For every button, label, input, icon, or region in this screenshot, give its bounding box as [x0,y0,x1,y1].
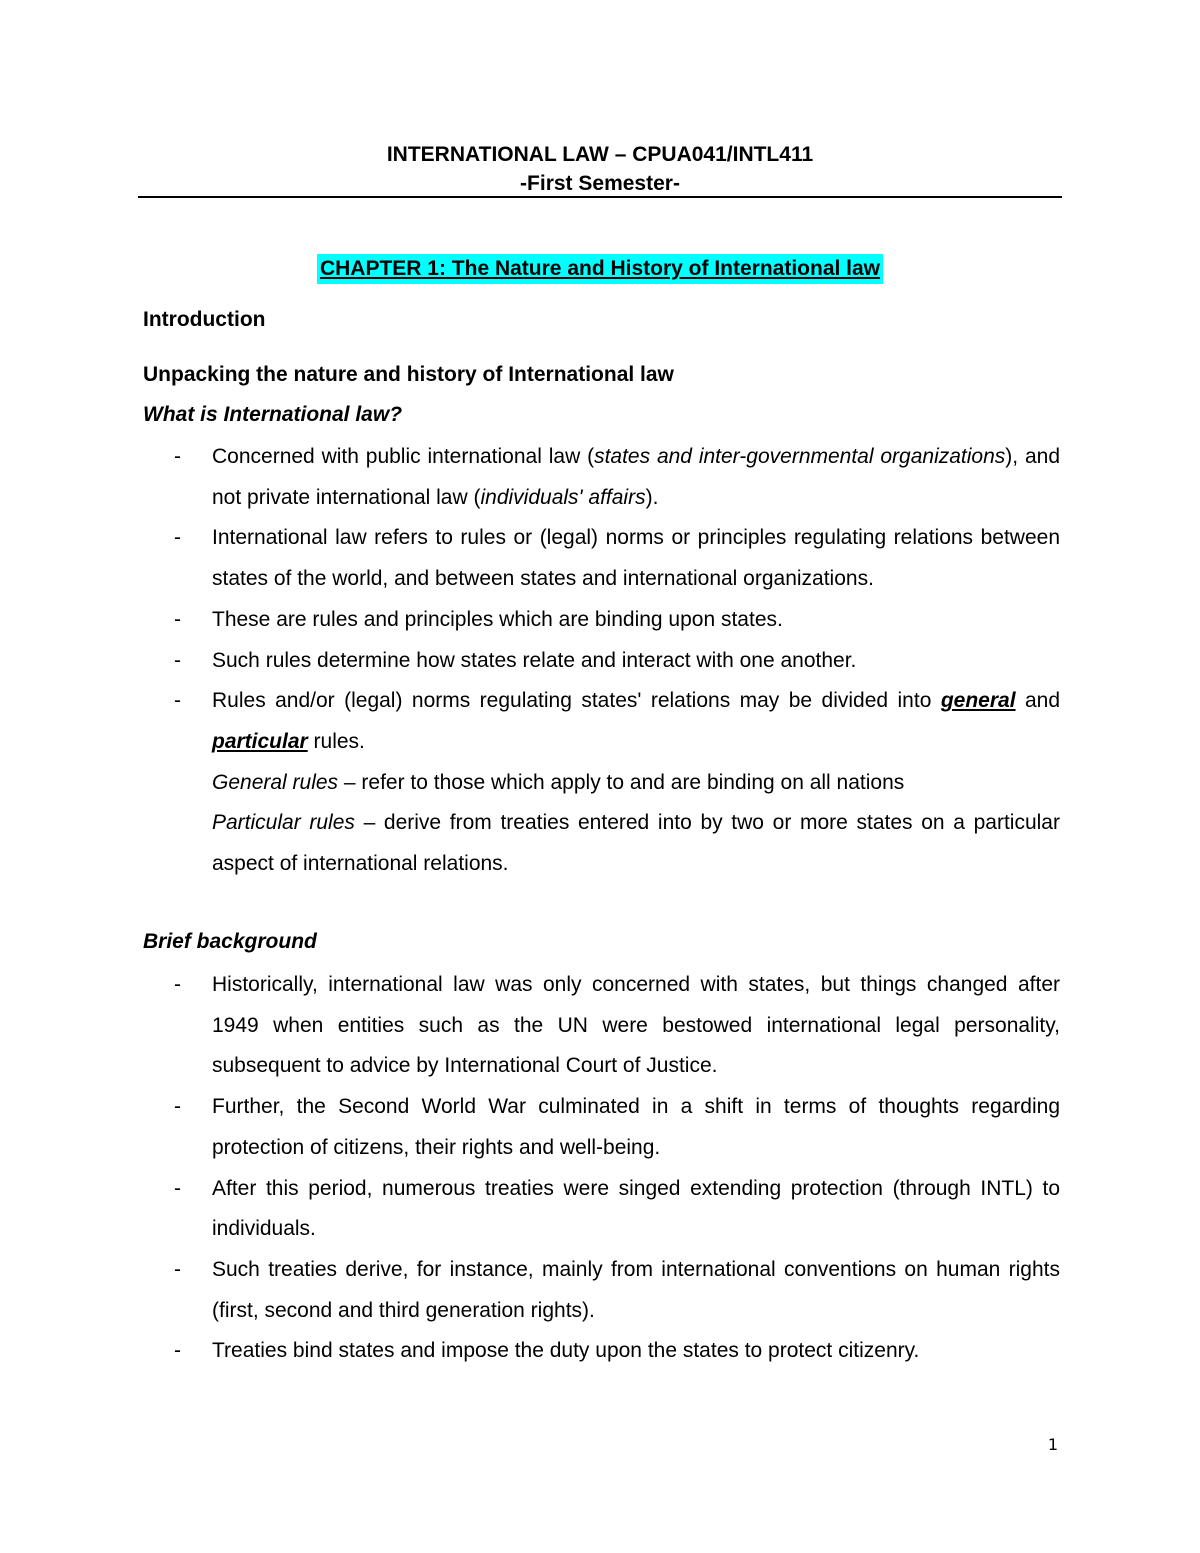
dash-bullet: - [174,1339,181,1363]
list-item: - Such rules determine how states relate and interact with one another. [174,641,1060,682]
dash-bullet: - [174,1257,181,1281]
dash-bullet: - [174,526,181,550]
unpacking-heading: Unpacking the nature and history of International law [143,363,674,386]
list-item: - Such treaties derive, for instance, mainly from international conventions on human rights (first, second and third generation rights). [174,1250,1060,1331]
list-item: - These are rules and principles which are binding upon states. [174,600,1060,641]
general-rules-definition: General rules – refer to those which apply to and are binding on all nations [212,770,905,794]
list-item: - Further, the Second World War culminated in a shift in terms of thoughts regarding protection of citizens, their rights and well-being. [174,1087,1060,1168]
document-header [138,140,1062,197]
list-item: - After this period, numerous treaties were singed extending protection (through INTL) to individuals. [174,1169,1060,1250]
chapter-title: CHAPTER 1: The Nature and History of International law [317,254,883,284]
document-title: INTERNATIONAL LAW – CPUA041/INTL411 [386,143,814,166]
dash-bullet: - [174,1176,181,1200]
definition-list [174,437,1060,885]
what-is-heading: What is International law? [143,403,403,426]
dash-bullet: - [174,1095,181,1119]
list-item: - Rules and/or (legal) norms regulating states' relations may be divided into general and particular rules. [174,681,1060,762]
header-divider [138,196,1062,198]
brief-background-heading: Brief background [143,930,317,953]
document-subtitle: -First Semester- [520,172,680,195]
list-item: - Concerned with public international law (states and inter-governmental organizations), and not private international law (individuals' affairs). [174,437,1060,518]
background-list [174,965,1060,1372]
dash-bullet: - [174,689,181,713]
particular-rules-definition: Particular rules – derive from treaties entered into by two or more states on a particular aspect of international relations. [212,811,1060,876]
dash-bullet: - [174,648,181,672]
dash-bullet: - [174,445,181,468]
page-number: 1 [1047,1435,1058,1454]
introduction-heading: Introduction [143,308,266,331]
list-item: - Historically, international law was only concerned with states, but things changed after 1949 when entities such as the UN were bestowed international legal personality, subsequent to advice by International Court of Justice. [174,965,1060,1087]
dash-bullet: - [174,973,181,996]
list-item: - Treaties bind states and impose the duty upon the states to protect citizenry. [174,1331,1060,1372]
dash-bullet: - [174,607,181,631]
chapter-heading-wrap [0,254,1200,284]
list-item: - International law refers to rules or (legal) norms or principles regulating relations between states of the world, and between states and international organizations. [174,518,1060,599]
